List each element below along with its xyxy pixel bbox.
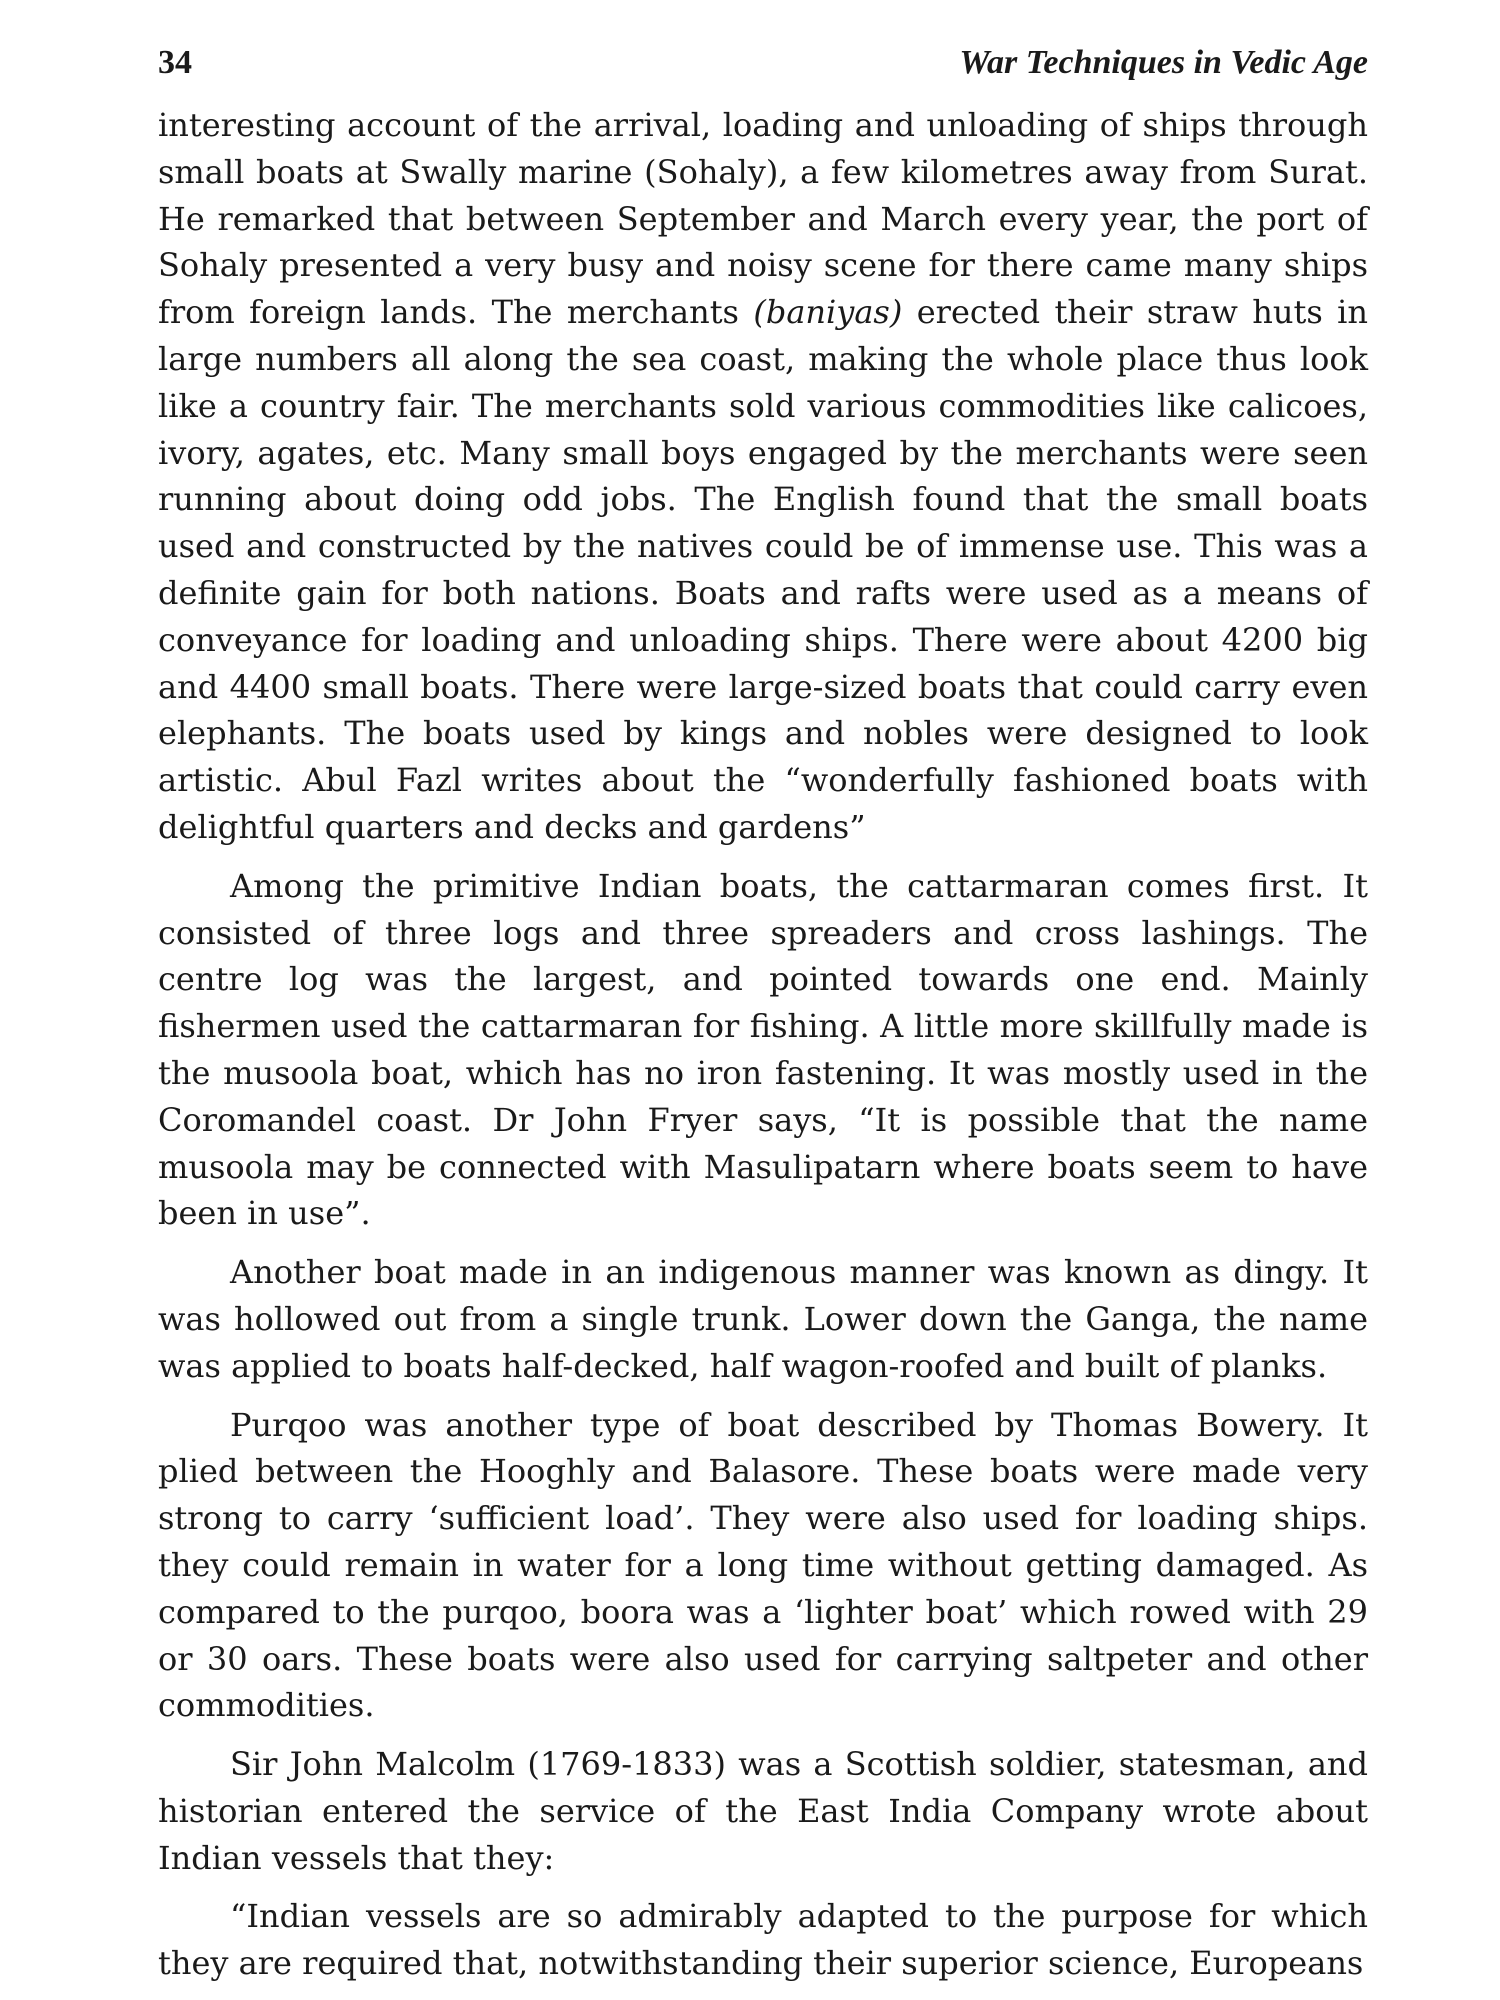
paragraph-text: erected their straw huts in large numbers all along the sea coast, making the whole place thus look like a country fair. The merchants sold various commodities like calicoes, ivory, agates, etc. Many small boys engaged by the merchants were seen running about doing odd jobs. The English found that the small boats used and constructed by the natives could be of immense use. This was a definite gain for both nations. Boats and rafts were used as a means of conveyance for loading and unloading ships. There were about 4200 big and 4400 small boats. There were large-sized boats that could carry even elephants. The boats used by kings and nobles were designed to look artistic. Abul Fazl writes about the “wonderfully fashioned boats with delightful quarters and decks and gardens”: [158, 293, 1369, 846]
running-title: War Techniques in Vedic Age: [959, 44, 1368, 81]
paragraph-text: interesting account of the arrival, loading and unloading of ships through small boats at Swally marine (Sohaly), a few kilometres away from Surat. He remarked that between September and March every year, the port of Sohaly presented a very busy and noisy scene for there came many ships from foreign lands. The merchants: [158, 106, 1368, 332]
book-page: [158, 40, 1368, 1987]
paragraph-cattarmaran: Among the primitive Indian boats, the cattarmaran comes first. It consisted of three logs and three spreaders and cross lashings. The centre log was the largest, and pointed towards one end. Mainly fishermen used the cattarmaran for fishing. A little more skillfully made is the musoola boat, which has no iron fastening. It was mostly used in the Coromandel coast. Dr John Fryer says, “It is possible that the name musoola may be connected with Masulipatarn where boats seem to have been in use”.: [158, 866, 1368, 1233]
page-header: [158, 40, 1368, 86]
paragraph-malcolm: Sir John Malcolm (1769-1833) was a Scottish soldier, statesman, and historian entered the service of the East India Company wrote about Indian vessels that they:: [158, 1745, 1368, 1877]
paragraph-dingy: Another boat made in an indigenous manner was known as dingy. It was hollowed out from a single trunk. Lower down the Ganga, the name was applied to boats half-decked, half wagon-roofed and built of planks.: [158, 1253, 1368, 1385]
body-text: [158, 102, 1368, 1987]
paragraph-continued: [158, 102, 1368, 851]
paragraph-quote: “Indian vessels are so admirably adapted to the purpose for which they are required that, notwithstanding their superior science, Europeans: [158, 1897, 1368, 1983]
italic-term: (baniyas): [753, 293, 903, 332]
page-number: 34: [158, 44, 192, 81]
paragraph-purqoo: Purqoo was another type of boat described by Thomas Bowery. It plied between the Hooghly and Balasore. These boats were made very strong to carry ‘sufficient load’. They were also used for loading ships. they could remain in water for a long time without getting damaged. As compared to the purqoo, boora was a ‘lighter boat’ which rowed with 29 or 30 oars. These boats were also used for carrying saltpeter and other commodities.: [158, 1405, 1368, 1725]
